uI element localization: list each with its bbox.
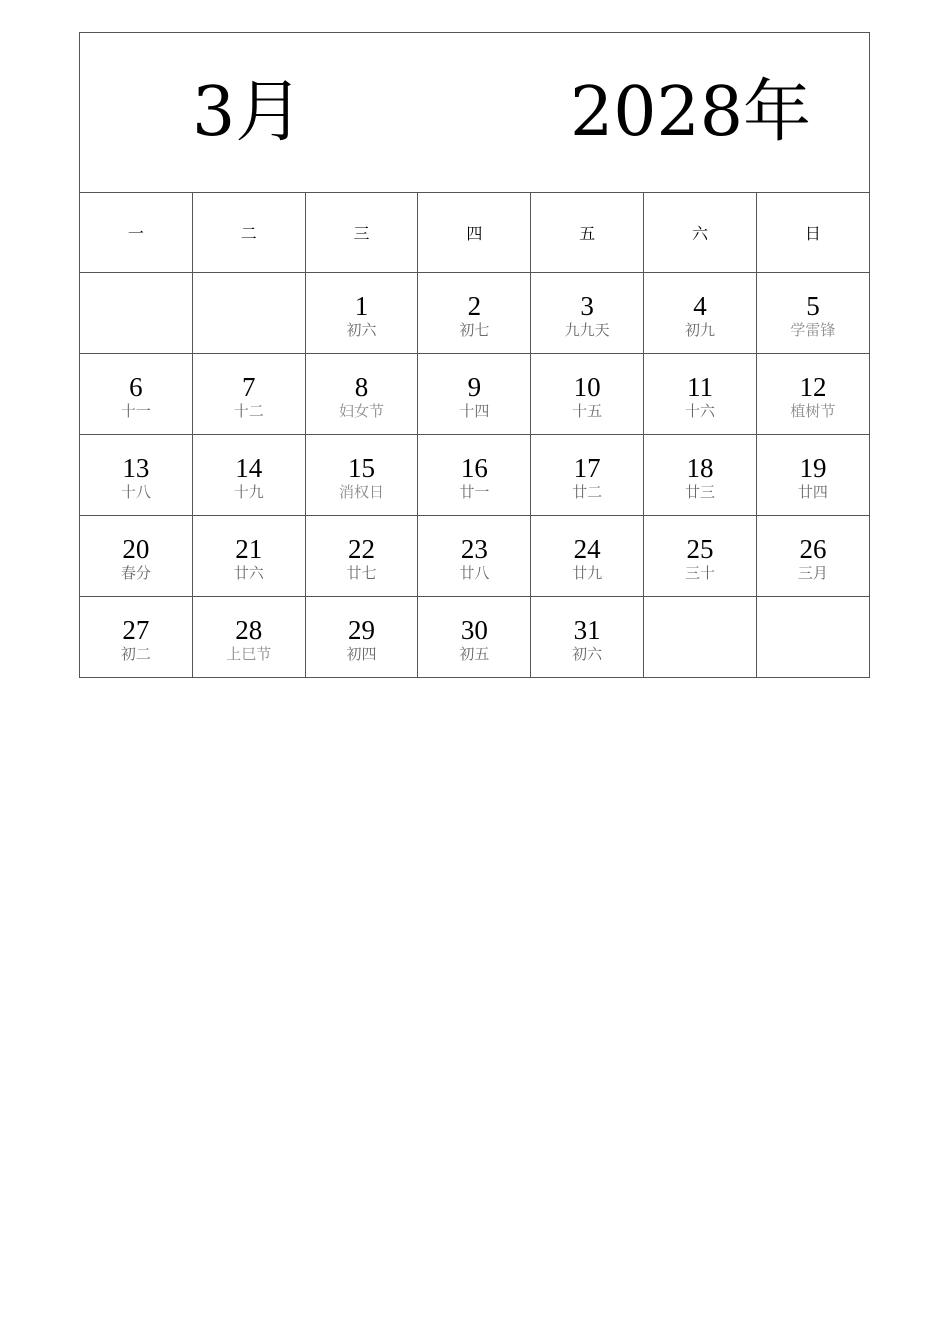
day-number: 15 <box>348 453 376 483</box>
weekday-sunday: 日 <box>756 193 869 273</box>
day-lunar-label: 初六 <box>572 645 603 663</box>
weekday-saturday: 六 <box>644 193 757 273</box>
day-cell <box>418 516 531 597</box>
day-cell <box>418 597 531 678</box>
day-lunar-label: 十八 <box>120 483 151 501</box>
day-festival-label: 消权日 <box>339 483 385 501</box>
day-cell <box>80 435 193 516</box>
week-row <box>80 435 870 516</box>
day-lunar-label: 初四 <box>346 645 377 663</box>
day-lunar-label: 十九 <box>233 483 264 501</box>
day-lunar-label: 十六 <box>684 402 715 420</box>
empty-day-cell <box>192 273 305 354</box>
weekday-wednesday: 三 <box>305 193 418 273</box>
weekday-friday: 五 <box>531 193 644 273</box>
calendar-table <box>79 32 870 678</box>
day-number: 19 <box>799 453 827 483</box>
weekday-row <box>80 193 870 273</box>
day-cell <box>644 354 757 435</box>
day-number: 28 <box>235 615 263 645</box>
day-cell <box>80 597 193 678</box>
day-number: 27 <box>122 615 150 645</box>
day-festival-label: 学雷锋 <box>790 321 836 339</box>
day-lunar-label: 廿九 <box>572 564 603 582</box>
day-lunar-label: 初五 <box>459 645 490 663</box>
day-cell <box>531 435 644 516</box>
day-number: 25 <box>686 534 714 564</box>
day-cell <box>756 435 869 516</box>
day-cell <box>531 516 644 597</box>
day-number: 8 <box>354 372 369 402</box>
day-lunar-label: 十一 <box>120 402 151 420</box>
day-number: 14 <box>235 453 263 483</box>
day-cell <box>418 273 531 354</box>
day-lunar-label: 廿八 <box>459 564 490 582</box>
day-number: 13 <box>122 453 150 483</box>
day-cell <box>305 273 418 354</box>
day-cell <box>192 354 305 435</box>
week-row <box>80 597 870 678</box>
day-lunar-label: 九九天 <box>564 321 610 339</box>
day-cell <box>192 516 305 597</box>
day-number: 1 <box>354 291 369 321</box>
day-number: 12 <box>799 372 827 402</box>
day-lunar-label: 初六 <box>346 321 377 339</box>
day-number: 16 <box>460 453 488 483</box>
day-lunar-label: 十五 <box>572 402 603 420</box>
day-cell <box>305 435 418 516</box>
weeks-body <box>80 273 870 678</box>
calendar-header <box>80 33 870 193</box>
week-row <box>80 516 870 597</box>
day-number: 26 <box>799 534 827 564</box>
day-lunar-label: 十二 <box>233 402 264 420</box>
day-number: 24 <box>573 534 601 564</box>
day-lunar-label: 初九 <box>684 321 715 339</box>
empty-day-cell <box>756 597 869 678</box>
day-cell <box>756 516 869 597</box>
week-row <box>80 354 870 435</box>
day-cell <box>531 273 644 354</box>
day-cell <box>80 354 193 435</box>
day-cell <box>644 516 757 597</box>
day-lunar-label: 廿六 <box>233 564 264 582</box>
day-number: 23 <box>460 534 488 564</box>
day-lunar-label: 初二 <box>120 645 151 663</box>
day-number: 30 <box>460 615 488 645</box>
day-number: 20 <box>122 534 150 564</box>
day-number: 29 <box>348 615 376 645</box>
calendar-header-row <box>80 33 870 193</box>
day-number: 4 <box>693 291 707 321</box>
day-lunar-label: 三十 <box>684 564 715 582</box>
day-festival-label: 植树节 <box>790 402 836 420</box>
day-cell <box>756 354 869 435</box>
day-number: 3 <box>580 291 594 321</box>
day-festival-label: 上巳节 <box>226 645 272 663</box>
day-cell <box>418 435 531 516</box>
day-cell <box>418 354 531 435</box>
weekday-tuesday: 二 <box>192 193 305 273</box>
day-lunar-label: 廿二 <box>572 483 603 501</box>
day-number: 18 <box>686 453 714 483</box>
day-cell <box>192 435 305 516</box>
day-number: 21 <box>235 534 263 564</box>
day-cell <box>644 435 757 516</box>
day-number: 5 <box>806 291 820 321</box>
day-lunar-label: 春分 <box>120 564 151 582</box>
day-number: 6 <box>129 372 143 402</box>
month-title: 3月 <box>192 73 304 152</box>
day-cell <box>192 597 305 678</box>
weekday-monday: 一 <box>80 193 193 273</box>
weekday-thursday: 四 <box>418 193 531 273</box>
day-cell <box>305 597 418 678</box>
day-number: 11 <box>686 372 713 402</box>
day-number: 22 <box>348 534 376 564</box>
day-cell <box>80 516 193 597</box>
day-cell <box>756 273 869 354</box>
day-lunar-label: 三月 <box>797 564 828 582</box>
day-lunar-label: 初七 <box>459 321 490 339</box>
day-cell <box>305 516 418 597</box>
day-number: 9 <box>467 372 482 402</box>
day-festival-label: 妇女节 <box>339 402 385 420</box>
empty-day-cell <box>644 597 757 678</box>
day-number: 17 <box>573 453 601 483</box>
day-number: 2 <box>467 291 482 321</box>
day-cell <box>644 273 757 354</box>
week-row <box>80 273 870 354</box>
day-lunar-label: 廿四 <box>797 483 828 501</box>
day-number: 7 <box>241 372 256 402</box>
day-number: 31 <box>573 615 601 645</box>
day-cell <box>531 354 644 435</box>
day-number: 10 <box>573 372 601 402</box>
day-lunar-label: 十四 <box>459 402 490 420</box>
empty-day-cell <box>80 273 193 354</box>
day-cell <box>531 597 644 678</box>
day-lunar-label: 廿七 <box>346 564 377 582</box>
day-cell <box>305 354 418 435</box>
day-lunar-label: 廿一 <box>459 483 490 501</box>
year-title: 2028年 <box>569 73 811 152</box>
day-lunar-label: 廿三 <box>684 483 715 501</box>
